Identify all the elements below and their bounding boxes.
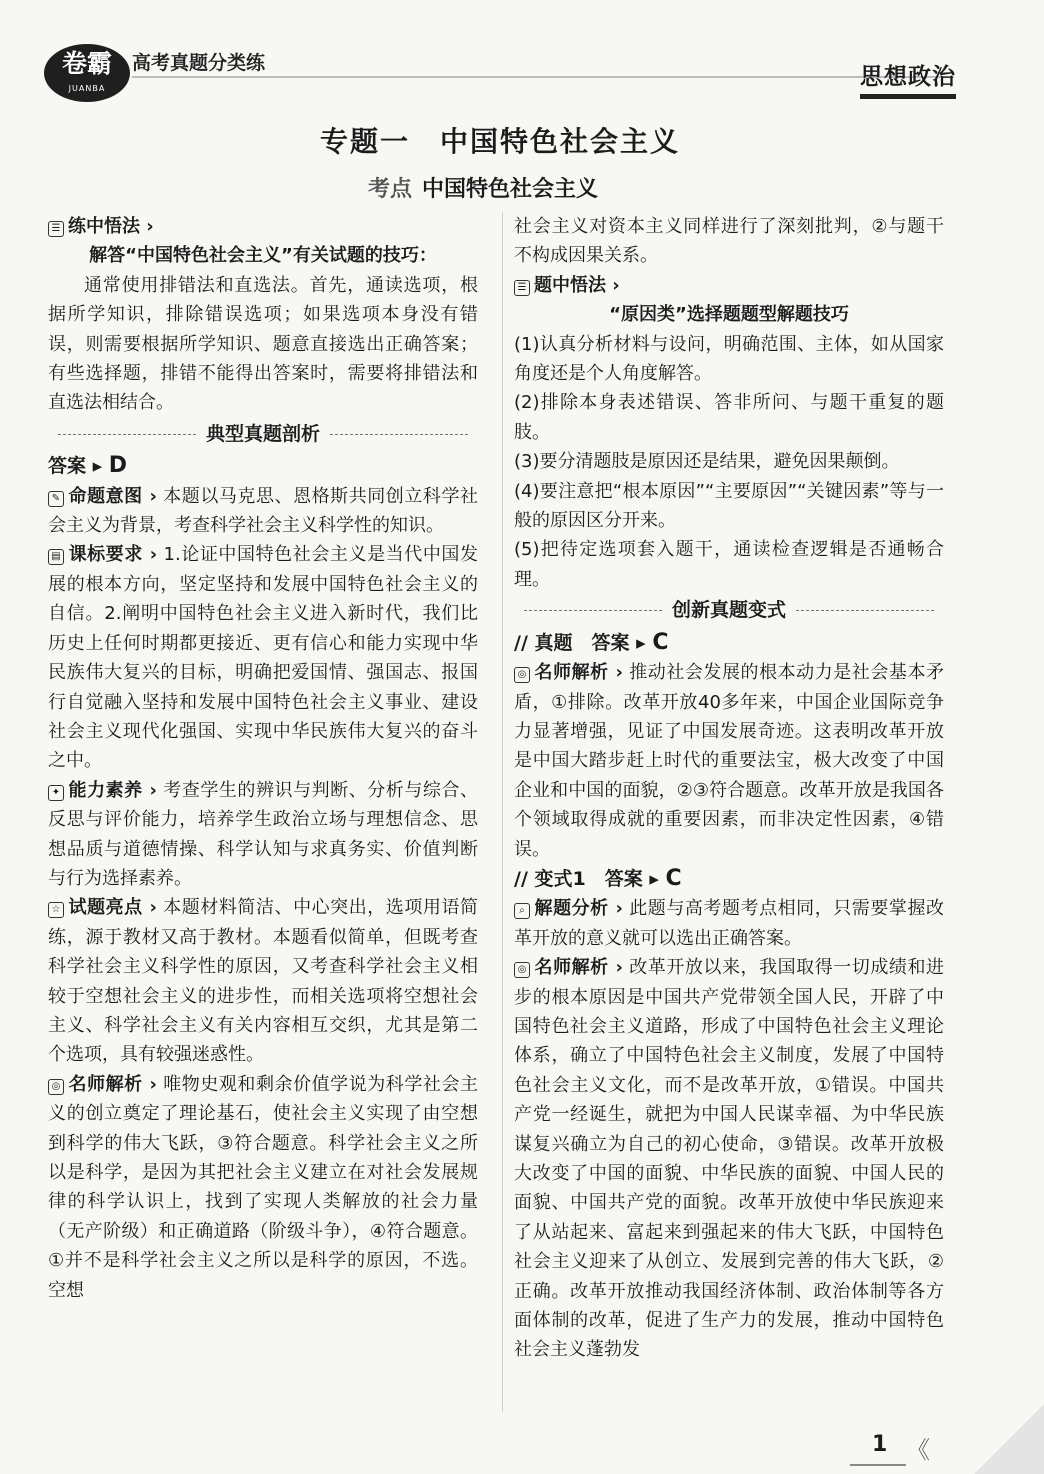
tip-title: 解答“中国特色社会主义”有关试题的技巧： (89, 245, 437, 267)
right-column (514, 212, 944, 1365)
ability-label: ✦ 能力素养 › (48, 780, 157, 801)
step-3: (3)要分清题肢是原因还是结果，避免因果颠倒。 (514, 451, 900, 473)
real-question-answer: // 真题 答案 ▸ C (514, 629, 669, 655)
page-corner-decoration (974, 1404, 1044, 1474)
page-number: 1 (872, 1432, 888, 1457)
practice-method-tag: ☰ 练中悟法 › (48, 212, 478, 241)
step-5: (5)把待定选项套入题干，通读检查逻辑是否通畅合理。 (514, 539, 944, 590)
tip-body: 通常使用排错法和直选法。首先，通读选项，根据所学知识，排除错误选项；如果选项本身没有错误，则需要根据所学知识、题意直接选出正确答案；有些选择题，排错不能得出答案时，需要将排错法和直选法相结合。 (48, 274, 478, 414)
bulb-icon: ✦ (48, 785, 64, 801)
step-2: (2)排除本身表述错误、答非所问、与题干重复的题肢。 (514, 392, 944, 443)
step-1: (1)认真分析材料与设问，明确范围、主体，如从国家角度还是个人角度解答。 (514, 333, 944, 385)
subject-label: 思想政治 (860, 58, 956, 99)
page-title: 专题一 中国特色社会主义 (319, 125, 680, 158)
highlight-label: ☆ 试题亮点 › (48, 897, 157, 918)
book-icon: ▤ (48, 549, 64, 565)
intent-label: ✎ 命题意图 › (48, 486, 157, 507)
page-arrows: 《 (906, 1436, 930, 1464)
subtitle-label: 考点 (367, 177, 412, 202)
analysis-paragraph: ◎ 名师解析 › 唯物史观和剩余价值学说为科学社会主义的创立奠定了理论基石，使社会主义实现了由空想到科学的伟大飞跃，③符合题意。科学社会主义之所以是科学，是因为其把社会主义建立在对社会发展规律的科学认识上，找到了实现人类解放的社会力量（无产阶级）和正确道路（阶级斗争），④符合题意。①并不是科学社会主义之所以是科学的原因，不选。空想 (48, 1073, 478, 1301)
intent-paragraph: ✎ 命题意图 › 本题以马克思、恩格斯共同创立科学社会主义为背景，考查科学社会主义科学性的知识。 (48, 485, 478, 537)
series-title: 高考真题分类练 (132, 52, 266, 74)
page-subtitle (0, 172, 966, 203)
teacher-icon: ◎ (514, 962, 530, 978)
note-icon: ☰ (48, 221, 64, 237)
header (0, 0, 1044, 110)
analysis-label: ◎ 名师解析 › (48, 1074, 157, 1095)
clipboard-icon: ☰ (514, 280, 530, 296)
section-innovative-variants: 创新真题变式 (514, 596, 944, 625)
solve-paragraph: ⌕ 解题分析 › 此题与高考题考点相同，只需要掌握改革开放的意义就可以选出正确答案。 (514, 898, 944, 949)
question-method-tag: ☰ 题中悟法 › (514, 271, 944, 300)
teacher-icon: ◎ (514, 667, 530, 683)
variant-analysis-paragraph: ◎ 名师解析 › 改革开放以来，我国取得一切成绩和进步的根本原因是中国共产党带领全国人民，开辟了中国特色社会主义道路，形成了中国特色社会主义理论体系，确立了中国特色社会主义制度，发展了中国特色社会主义文化，而不是改革开放，①错误。中国共产党一经诞生，就把为中国人民谋幸福、为中华民族谋复兴确立为自己的初心使命，③错误。改革开放极大改变了中国的面貌、中华民族的面貌、中国人民的面貌、中国共产党的面貌。改革开放使中华民族迎来了从站起来、富起来到强起来的伟大飞跃，中国特色社会主义迎来了从创立、发展到完善的伟大飞跃，②正确。改革开放推动我国经济体制、政治体制等各方面体制的改革，促进了生产力的发展，推动中国特色社会主义蓬勃发 (514, 957, 944, 1361)
ability-paragraph: ✦ 能力素养 › 考查学生的辨识与判断、分析与综合、反思与评价能力，培养学生政治立场与理想信念、思想品质与道德情操、科学认知与求真务实、价值判断与行为选择素养。 (48, 779, 478, 889)
continued-text: 社会主义对资本主义同样进行了深刻批判，②与题干不构成因果关系。 (514, 216, 944, 267)
real-analysis-paragraph: ◎ 名师解析 › 推动社会发展的根本动力是社会基本矛盾，①排除。改革开放40多年来，中国企业国际竞争力显著增强，见证了中国发展奇迹。这表明改革开放是中国大踏步赶上时代的重要法宝，极大改变了中国企业和中国的面貌，②③符合题意。改革开放是我国各个领域取得成就的重要因素，而非决定性因素，④错误。 (514, 662, 944, 860)
logo-text: 卷霸 (61, 49, 112, 78)
teacher-icon: ◎ (48, 1079, 64, 1095)
subtitle-text: 中国特色社会主义 (422, 177, 599, 202)
search-icon: ⌕ (514, 903, 530, 919)
answer-line: 答案 ▸ D (48, 453, 128, 479)
standard-label: ▤ 课标要求 › (48, 544, 157, 565)
header-rule (132, 76, 942, 78)
variant-answer: // 变式1 答案 ▸ C (514, 865, 682, 891)
section-typical-analysis: 典型真题剖析 (48, 420, 478, 449)
method-title: “原因类”选择题题型解题技巧 (609, 304, 849, 326)
standard-paragraph: ▤ 课标要求 › 1.论证中国特色社会主义是当代中国发展的根本方向，坚定坚持和发展中国特色社会主义的自信。2.阐明中国特色社会主义进入新时代，我们比历史上任何时期都更接近、更有信心和能力实现中华民族伟大复兴的目标，明确把爱国情、强国志、报国行自觉融入坚持和发展中国特色社会主义事业、建设社会主义现代化强国、实现中华民族伟大复兴的奋斗之中。 (48, 544, 479, 772)
brand-logo (44, 44, 130, 102)
solve-label: ⌕ 解题分析 › (514, 898, 623, 919)
variant-analysis-label: ◎ 名师解析 › (514, 957, 623, 978)
pencil-icon: ✎ (48, 491, 64, 507)
step-4: (4)要注意把“根本原因”“主要原因”“关键因素”等与一般的原因区分开来。 (514, 480, 944, 532)
footer-rule (850, 1464, 906, 1466)
logo-sub: JUANBA (68, 84, 106, 93)
column-divider (502, 212, 503, 1412)
star-icon: ☆ (48, 902, 64, 918)
real-analysis-label: ◎ 名师解析 › (514, 662, 623, 683)
highlight-paragraph: ☆ 试题亮点 › 本题材料简洁、中心突出，选项用语简练，源于教材又高于教材。本题看似简单，但既考查科学社会主义科学性的原因，又考查科学社会主义相较于空想社会主义的进步性，而相关选项将空想社会主义、科学社会主义有关内容相互交织，尤其是第二个选项，具有较强迷惑性。 (48, 897, 478, 1066)
left-column (48, 212, 478, 1305)
